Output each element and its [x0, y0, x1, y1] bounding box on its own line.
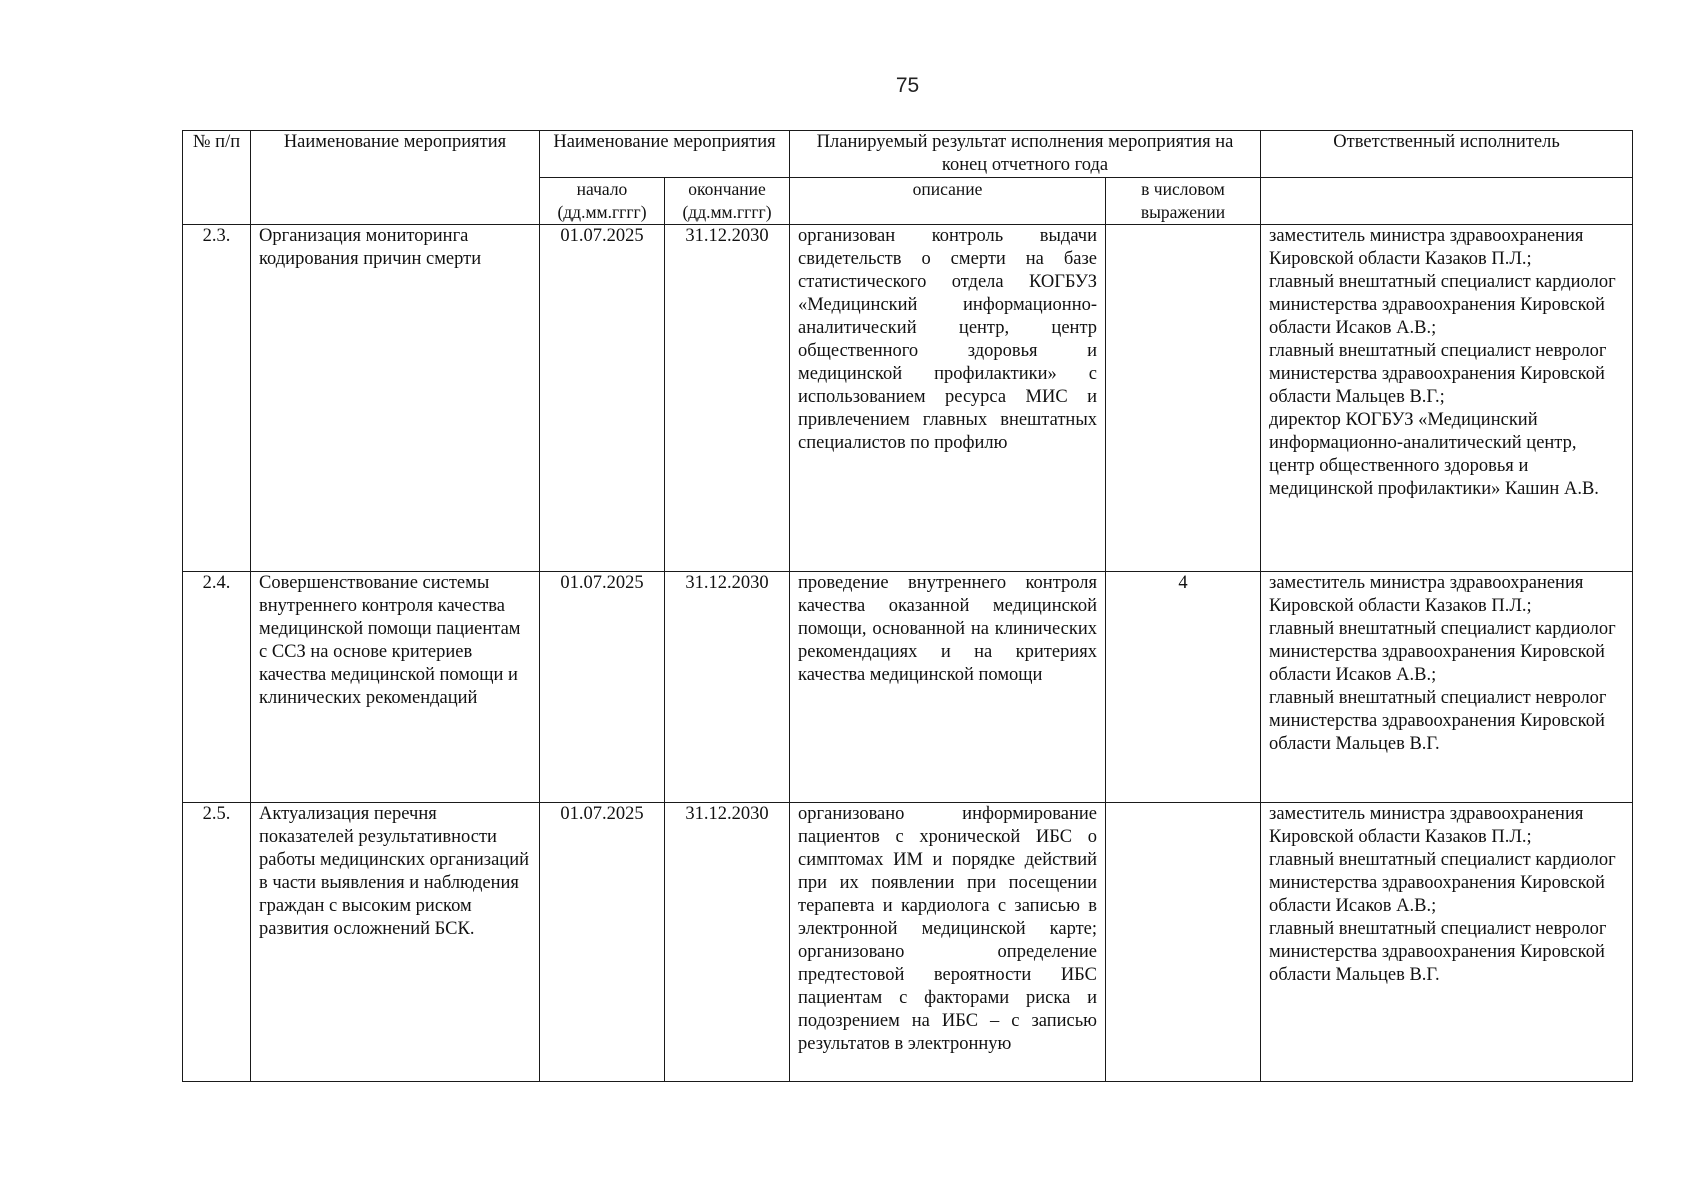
table-row [183, 803, 1633, 1082]
row-responsible [1261, 803, 1633, 1082]
responsible-line: директор КОГБУЗ «Медицинский информационно-аналитический центр, центр общественного здоровья и медицинской профилактики» Кашин А.В. [1269, 410, 1599, 499]
responsible-line: заместитель министра здравоохранения Кировской области Казаков П.Л.; [1269, 226, 1584, 269]
header-numeric: в числовом выражении [1106, 178, 1261, 225]
row-responsible [1261, 572, 1633, 803]
responsible-line: главный внештатный специалист невролог министерства здравоохранения Кировской области Мальцев В.Г. [1269, 919, 1607, 985]
row-num: 2.5. [183, 803, 251, 1082]
header-responsible: Ответственный исполнитель [1261, 131, 1633, 178]
row-name: Актуализация перечня показателей результативности работы медицинских организаций в части выявления и наблюдения граждан с высоким риском развития осложнений БСК. [251, 803, 540, 1082]
row-description: организован контроль выдачи свидетельств о смерти на базе статистического отдела КОГБУЗ «Медицинский информационно-аналитический центр, центр общественного здоровья и медицинской профилактики» с использованием ресурса МИС и привлечением главных внештатных специалистов по профилю [790, 225, 1106, 572]
row-numeric-value [1106, 803, 1261, 1082]
row-num: 2.3. [183, 225, 251, 572]
responsible-line: главный внештатный специалист кардиолог министерства здравоохранения Кировской области Исаков А.В.; [1269, 272, 1616, 338]
responsible-line: заместитель министра здравоохранения Кировской области Казаков П.Л.; [1269, 573, 1584, 616]
row-name: Совершенствование системы внутреннего контроля качества медицинской помощи пациентам с ССЗ на основе критериев качества медицинской помощи и клинических рекомендаций [251, 572, 540, 803]
header-result-group: Планируемый результат исполнения мероприятия на конец отчетного года [790, 131, 1261, 178]
row-start-date: 01.07.2025 [540, 803, 665, 1082]
header-name: Наименование мероприятия [251, 131, 540, 225]
row-description: проведение внутреннего контроля качества оказанной медицинской помощи, основанной на клинических рекомендациях и на критериях качества медицинской помощи [790, 572, 1106, 803]
row-description: организовано информирование пациентов с хронической ИБС о симптомах ИМ и порядке действий при их появлении при посещении терапевта и кардиолога с записью в электронной медицинской карте; организовано определение предтестовой вероятности ИБС пациентам с факторами риска и подозрением на ИБС – с записью результатов в электронную [790, 803, 1106, 1082]
responsible-line: главный внештатный специалист кардиолог министерства здравоохранения Кировской области Исаков А.В.; [1269, 850, 1616, 916]
header-dates-group: Наименование мероприятия [540, 131, 790, 178]
row-start-date: 01.07.2025 [540, 225, 665, 572]
header-end: окончание (дд.мм.гггг) [665, 178, 790, 225]
responsible-line: главный внештатный специалист невролог министерства здравоохранения Кировской области Мальцев В.Г.; [1269, 341, 1607, 407]
table-row [183, 225, 1633, 572]
row-numeric-value: 4 [1106, 572, 1261, 803]
row-start-date: 01.07.2025 [540, 572, 665, 803]
header-description: описание [790, 178, 1106, 225]
responsible-line: главный внештатный специалист кардиолог министерства здравоохранения Кировской области Исаков А.В.; [1269, 619, 1616, 685]
row-end-date: 31.12.2030 [665, 572, 790, 803]
row-num: 2.4. [183, 572, 251, 803]
header-row-top [183, 131, 1633, 178]
row-end-date: 31.12.2030 [665, 225, 790, 572]
responsible-line: заместитель министра здравоохранения Кировской области Казаков П.Л.; [1269, 804, 1584, 847]
row-name: Организация мониторинга кодирования причин смерти [251, 225, 540, 572]
responsible-line: главный внештатный специалист невролог министерства здравоохранения Кировской области Мальцев В.Г. [1269, 688, 1607, 754]
row-end-date: 31.12.2030 [665, 803, 790, 1082]
header-start: начало (дд.мм.гггг) [540, 178, 665, 225]
header-responsible-sub [1261, 178, 1633, 225]
table-row [183, 572, 1633, 803]
row-numeric-value [1106, 225, 1261, 572]
page-number: 75 [895, 74, 920, 97]
row-responsible [1261, 225, 1633, 572]
header-num: № п/п [183, 131, 251, 225]
action-plan-table [182, 130, 1633, 1082]
